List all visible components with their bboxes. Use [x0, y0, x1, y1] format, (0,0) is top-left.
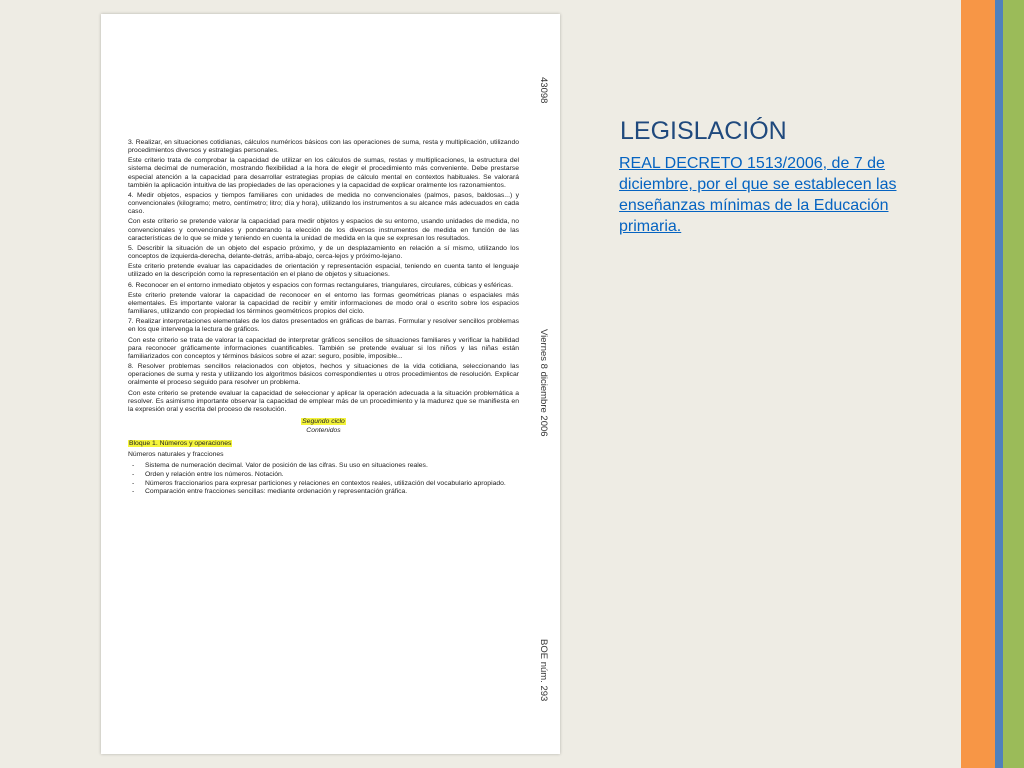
doc-paragraph: 8. Resolver problemas sencillos relacionados con objetos, hechos y situaciones de la vida cotidiana, seleccionando las operaciones de suma y resta y utilizando los algoritmos básicos correspondientes u otros procedimientos de resolución. Explicar oralmente el proceso seguido para resolver un problema.: [128, 363, 519, 387]
list-item: - Números fraccionarios para expresar particiones y relaciones en contextos reales, utilización del vocabulario apropiado.: [128, 480, 519, 488]
cycle-heading-row: [128, 418, 519, 426]
doc-paragraph: 3. Realizar, en situaciones cotidianas, cálculos numéricos básicos con las operaciones de suma, resta y multiplicación, utilizando procedimientos diversos y estrategias personales.: [128, 139, 519, 155]
decorative-stripe-orange: [961, 0, 995, 768]
doc-paragraph: 6. Reconocer en el entorno inmediato objetos y espacios con formas rectangulares, triangulares, circulares, cúbicas y esféricas.: [128, 281, 513, 289]
list-item: - Sistema de numeración decimal. Valor de posición de las cifras. Su uso en situaciones reales.: [128, 462, 519, 470]
list-item: - Orden y relación entre los números. Notación.: [128, 471, 519, 479]
doc-paragraph: Este criterio trata de comprobar la capacidad de utilizar en los cálculos de sumas, restas y multiplicaciones, la estructura del sistema decimal de numeración, mostrando flexibilidad a la hora de elegir el procedimiento más conveniente. Debe prestarse especial atención a la capacidad para desarrollar estrategias propias de cálculo mental en contextos habituales. Se valorará también la aplicación intuitiva de las propiedades de las operaciones y la capacidad de explicar oralmente los razonamientos.: [128, 157, 519, 189]
block-subheading: Números naturales y fracciones: [128, 451, 224, 459]
doc-paragraph: Con este criterio se pretende evaluar la capacidad de seleccionar y aplicar la operación adecuada a la situación problemática a resolver. Es asimismo importante observar la capacidad de emplear más de un procedimiento y la madurez que se manifiesta en la expresión oral y escrita del proceso de resolución.: [128, 389, 519, 413]
document-body: [128, 139, 519, 497]
doc-paragraph: 4. Medir objetos, espacios y tiempos familiares con unidades de medida no convencionales (palmos, pasos, baldosas...) y convencionales (kilogramo; metro, centímetro; litro; día y hora), utilizando los instrumentos a su alcance más adecuados en cada caso.: [128, 191, 519, 216]
page-number-margin: 43098: [538, 77, 549, 104]
block-title-row: [128, 440, 519, 448]
scanned-document-page: [101, 14, 560, 754]
contents-list: [128, 462, 519, 496]
cycle-heading: Segundo ciclo: [302, 417, 345, 425]
block-title: Bloque 1. Números y operaciones: [129, 440, 232, 448]
doc-paragraph: Con este criterio se trata de valorar la capacidad de interpretar gráficos sencillos de situaciones familiares y verificar la habilidad para reconocer gráficamente informaciones cuantificables. También se pretende evaluar si los niños y las niñas están familiarizados con conceptos y términos básicos sobre el azar: seguro, posible, imposible...: [128, 336, 519, 360]
date-margin: Viernes 8 diciembre 2006: [538, 329, 549, 437]
legislation-link[interactable]: REAL DECRETO 1513/2006, de 7 de diciembre, por el que se establecen las enseñanzas mínimas de la Educación primaria.: [619, 155, 897, 235]
contents-heading: Contenidos: [306, 427, 341, 435]
decorative-stripe-green: [1003, 0, 1024, 768]
slide-title: LEGISLACIÓN: [620, 117, 787, 145]
list-item: - Comparación entre fracciones sencillas: mediante ordenación y representación gráfica.: [128, 488, 519, 496]
doc-paragraph: 7. Realizar interpretaciones elementales de los datos presentados en gráficas de barras. Formular y resolver sencillos problemas en los que intervenga la lectura de gráficos.: [128, 318, 519, 334]
boe-number-margin: BOE núm. 293: [538, 639, 549, 702]
doc-paragraph: 5. Describir la situación de un objeto del espacio próximo, y de un desplazamiento en relación a sí mismo, utilizando los conceptos de izquierda-derecha, delante-detrás, arriba-abajo, cerca-lejos y próximo-lejano.: [128, 244, 519, 260]
decorative-stripe-blue: [995, 0, 1003, 768]
doc-paragraph: Este criterio pretende evaluar las capacidades de orientación y representación espacial, teniendo en cuenta tanto el lenguaje utilizado en la descripción como la representación en el plano de objetos y situaciones.: [128, 263, 519, 279]
doc-paragraph: Con este criterio se pretende valorar la capacidad para medir objetos y espacios de su entorno, usando unidades de medida, no convencionales y convencionales y ponderando la elección de los diversos instrumentos de medida en función de las características de lo que se mide y teniendo en cuenta la unidad de medida en la que se expresan los resultados.: [128, 218, 519, 242]
doc-paragraph: Este criterio pretende valorar la capacidad de reconocer en el entorno las formas geométricas planas o espaciales más elementales. Es importante valorar la capacidad de recibir y emitir informaciones de modo oral o escrito sobre los espacios familiares, utilizando con propiedad los términos geométricos propios del ciclo.: [128, 291, 519, 316]
